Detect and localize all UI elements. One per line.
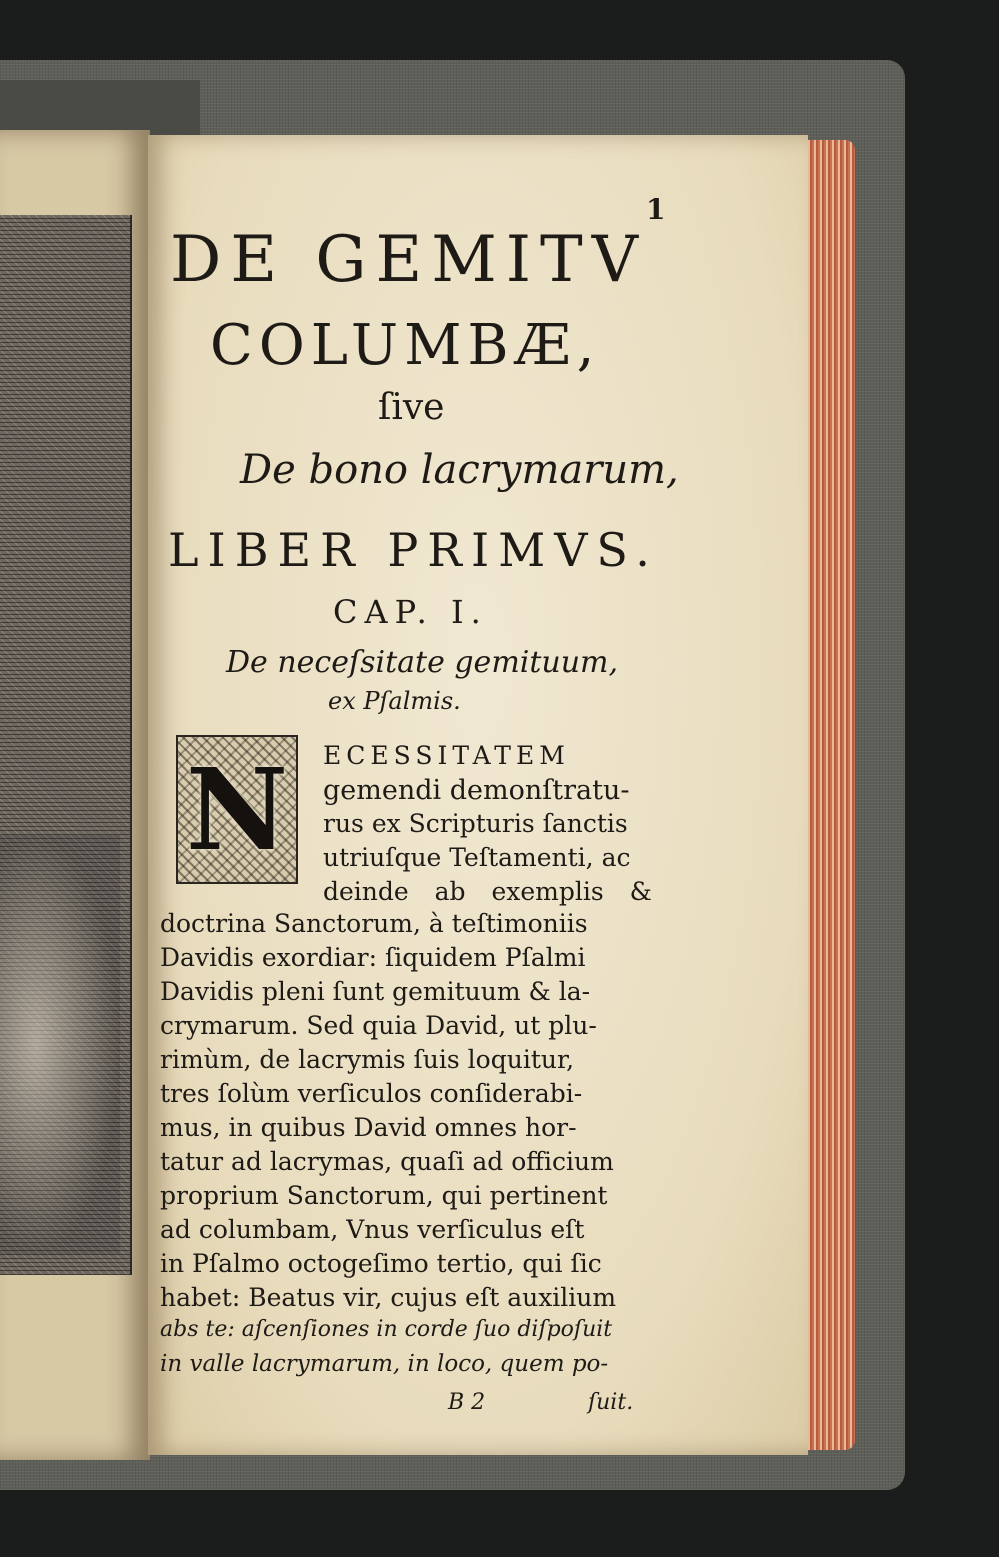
body-line: mus, in quibus David omnes hor- (160, 1113, 577, 1142)
body-line: Davidis pleni ſunt gemituum & la- (160, 977, 591, 1006)
engraving-robe-detail (0, 835, 120, 1255)
title-line-1: DE GEMITV (170, 223, 647, 297)
body-line: utriuſque Teſtamenti, ac (323, 843, 631, 872)
body-line: Davidis exordiar: ſiquidem Pſalmi (160, 943, 586, 972)
body-line: tatur ad lacrymas, quaſi ad officium (160, 1147, 614, 1176)
chapter-heading: CAP. I. (333, 593, 488, 631)
drop-cap-letter: N (185, 745, 289, 876)
body-line: rus ex Scripturis ſanctis (323, 809, 628, 838)
engraving-illustration (0, 215, 132, 1275)
body-line: abs te: aſcenſiones in corde ſuo diſpoſuit (160, 1317, 613, 1342)
chapter-summary-line-2: ex Pſalmis. (328, 687, 461, 715)
decorated-initial-icon (176, 735, 298, 884)
body-line: habet: Beatus vir, cujus eſt auxilium (160, 1283, 617, 1312)
body-line: gemendi demonſtratu- (323, 775, 630, 806)
body-line: tres ſolùm verſiculos conſiderabi- (160, 1079, 583, 1108)
body-line: crymarum. Sed quia David, ut plu- (160, 1011, 597, 1040)
signature-mark: B 2 (448, 1390, 486, 1415)
page-number: 1 (646, 193, 666, 226)
catchword: ſuit. (588, 1390, 634, 1415)
page-edges (800, 140, 855, 1450)
body-line: doctrina Sanctorum, à teſtimoniis (160, 909, 588, 938)
right-page (148, 135, 808, 1455)
subtitle: De bono lacrymarum, (240, 447, 679, 493)
book-heading: LIBER PRIMVS. (168, 523, 659, 577)
body-line: ad columbam, Vnus verſiculus eſt (160, 1215, 585, 1244)
body-line: rimùm, de lacrymis ſuis loquitur, (160, 1045, 575, 1074)
body-line: proprium Sanctorum, qui pertinent (160, 1181, 608, 1210)
body-line: ECESSITATEM (323, 741, 570, 770)
sive-word: ſive (378, 387, 445, 428)
body-line: in valle lacrymarum, in loco, quem po- (160, 1351, 609, 1377)
title-line-2: COLUMBÆ, (210, 313, 601, 378)
body-line: in Pſalmo octogeſimo tertio, qui ſic (160, 1249, 602, 1278)
body-line: deinde ab exemplis & (323, 877, 652, 906)
chapter-summary-line-1: De neceſsitate gemituum, (226, 645, 619, 680)
